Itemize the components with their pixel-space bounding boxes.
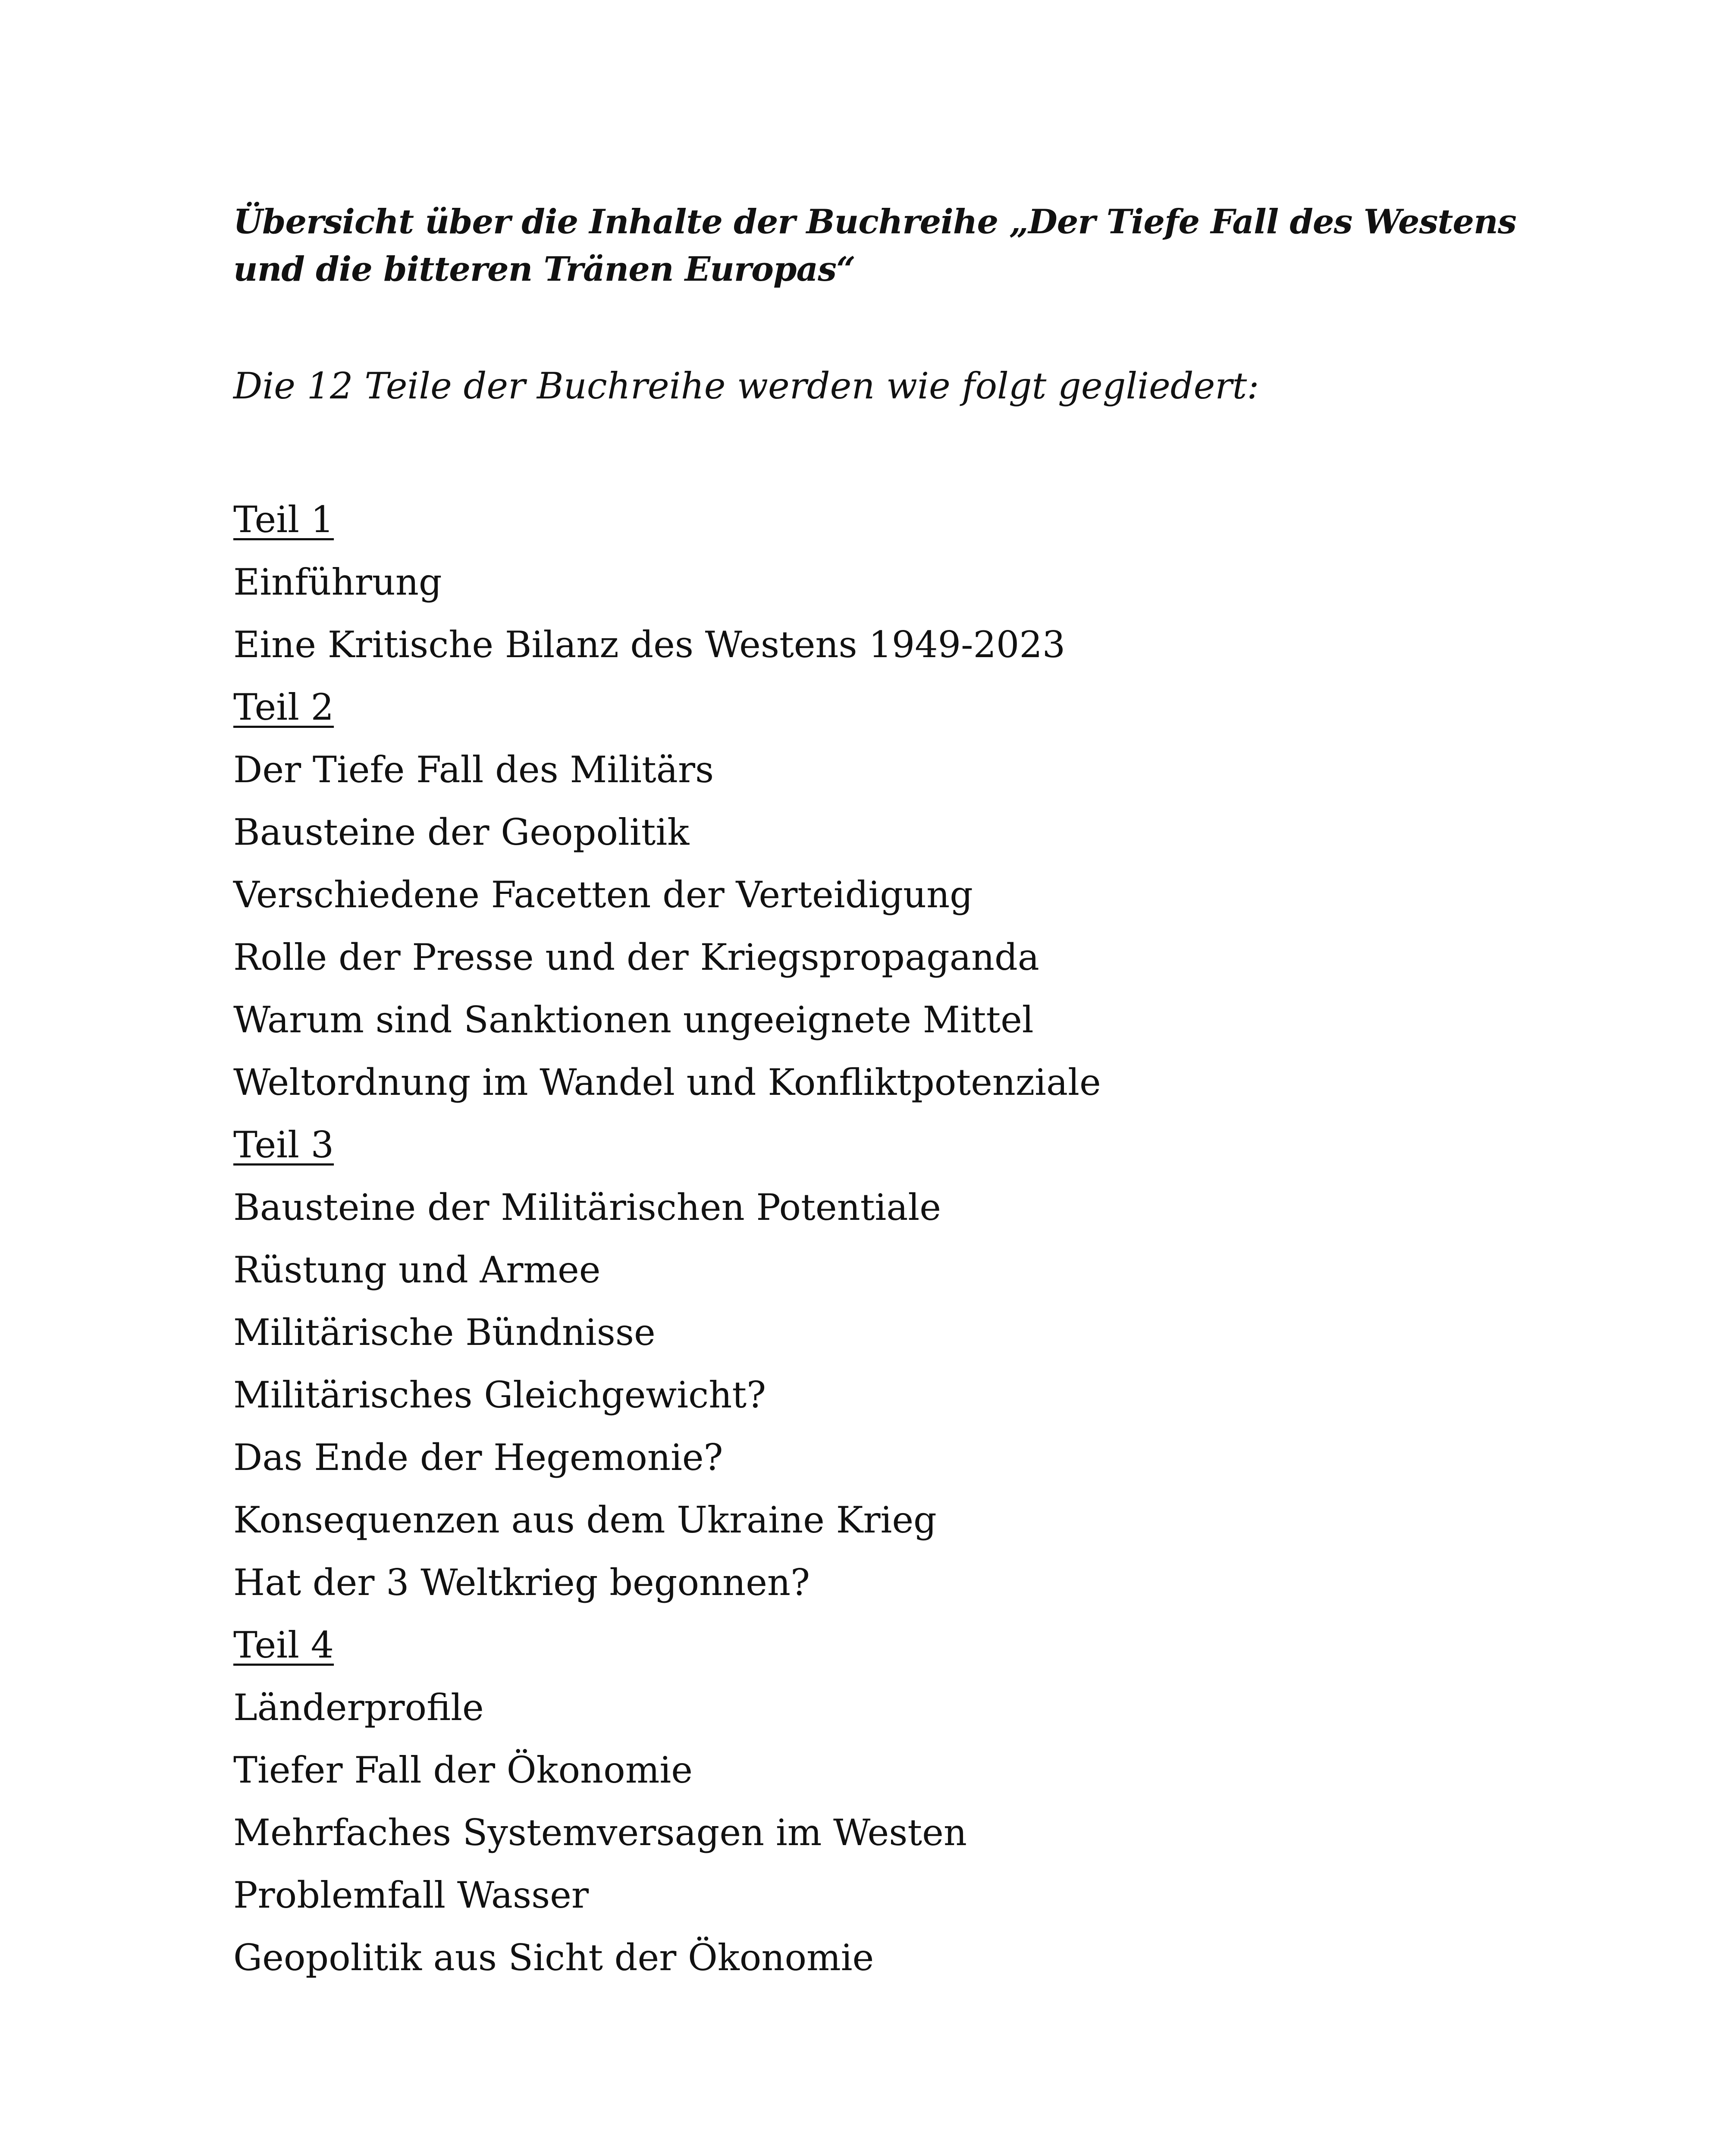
chapter-item: Bausteine der Geopolitik xyxy=(233,811,690,853)
chapter-item: Problemfall Wasser xyxy=(233,1874,589,1916)
part-heading: Teil 3 xyxy=(233,1124,334,1166)
part-heading: Teil 1 xyxy=(233,498,334,541)
chapter-item: Der Tiefe Fall des Militärs xyxy=(233,749,714,791)
chapter-item: Geopolitik aus Sicht der Ökonomie xyxy=(233,1937,874,1979)
chapter-item: Mehrfaches Systemversagen im Westen xyxy=(233,1811,967,1854)
chapter-item: Bausteine der Militärischen Potentiale xyxy=(233,1186,941,1228)
table-of-contents xyxy=(233,489,1101,1989)
part-heading: Teil 4 xyxy=(233,1624,334,1666)
chapter-item: Einführung xyxy=(233,561,442,603)
document-title: Übersicht über die Inhalte der Buchreihe „Der Tiefe Fall des Westens und die bitteren Tränen Europas“ xyxy=(233,202,1516,289)
chapter-item: Das Ende der Hegemonie? xyxy=(233,1436,723,1479)
chapter-item: Verschiedene Facetten der Verteidigung xyxy=(233,874,973,916)
chapter-item: Militärische Bündnisse xyxy=(233,1311,656,1354)
chapter-item: Eine Kritische Bilanz des Westens 1949-2023 xyxy=(233,624,1066,666)
chapter-item: Länderprofile xyxy=(233,1686,484,1729)
chapter-item: Rüstung und Armee xyxy=(233,1249,601,1291)
chapter-item: Warum sind Sanktionen ungeeignete Mittel xyxy=(233,999,1034,1041)
chapter-item: Weltordnung im Wandel und Konfliktpotenziale xyxy=(233,1061,1101,1103)
chapter-item: Tiefer Fall der Ökonomie xyxy=(233,1749,693,1791)
intro-text: Die 12 Teile der Buchreihe werden wie folgt gegliedert: xyxy=(233,365,1259,407)
chapter-item: Konsequenzen aus dem Ukraine Krieg xyxy=(233,1499,937,1541)
chapter-item: Hat der 3 Weltkrieg begonnen? xyxy=(233,1561,810,1604)
chapter-item: Rolle der Presse und der Kriegspropaganda xyxy=(233,936,1039,978)
part-heading: Teil 2 xyxy=(233,686,334,728)
chapter-item: Militärisches Gleichgewicht? xyxy=(233,1374,766,1416)
